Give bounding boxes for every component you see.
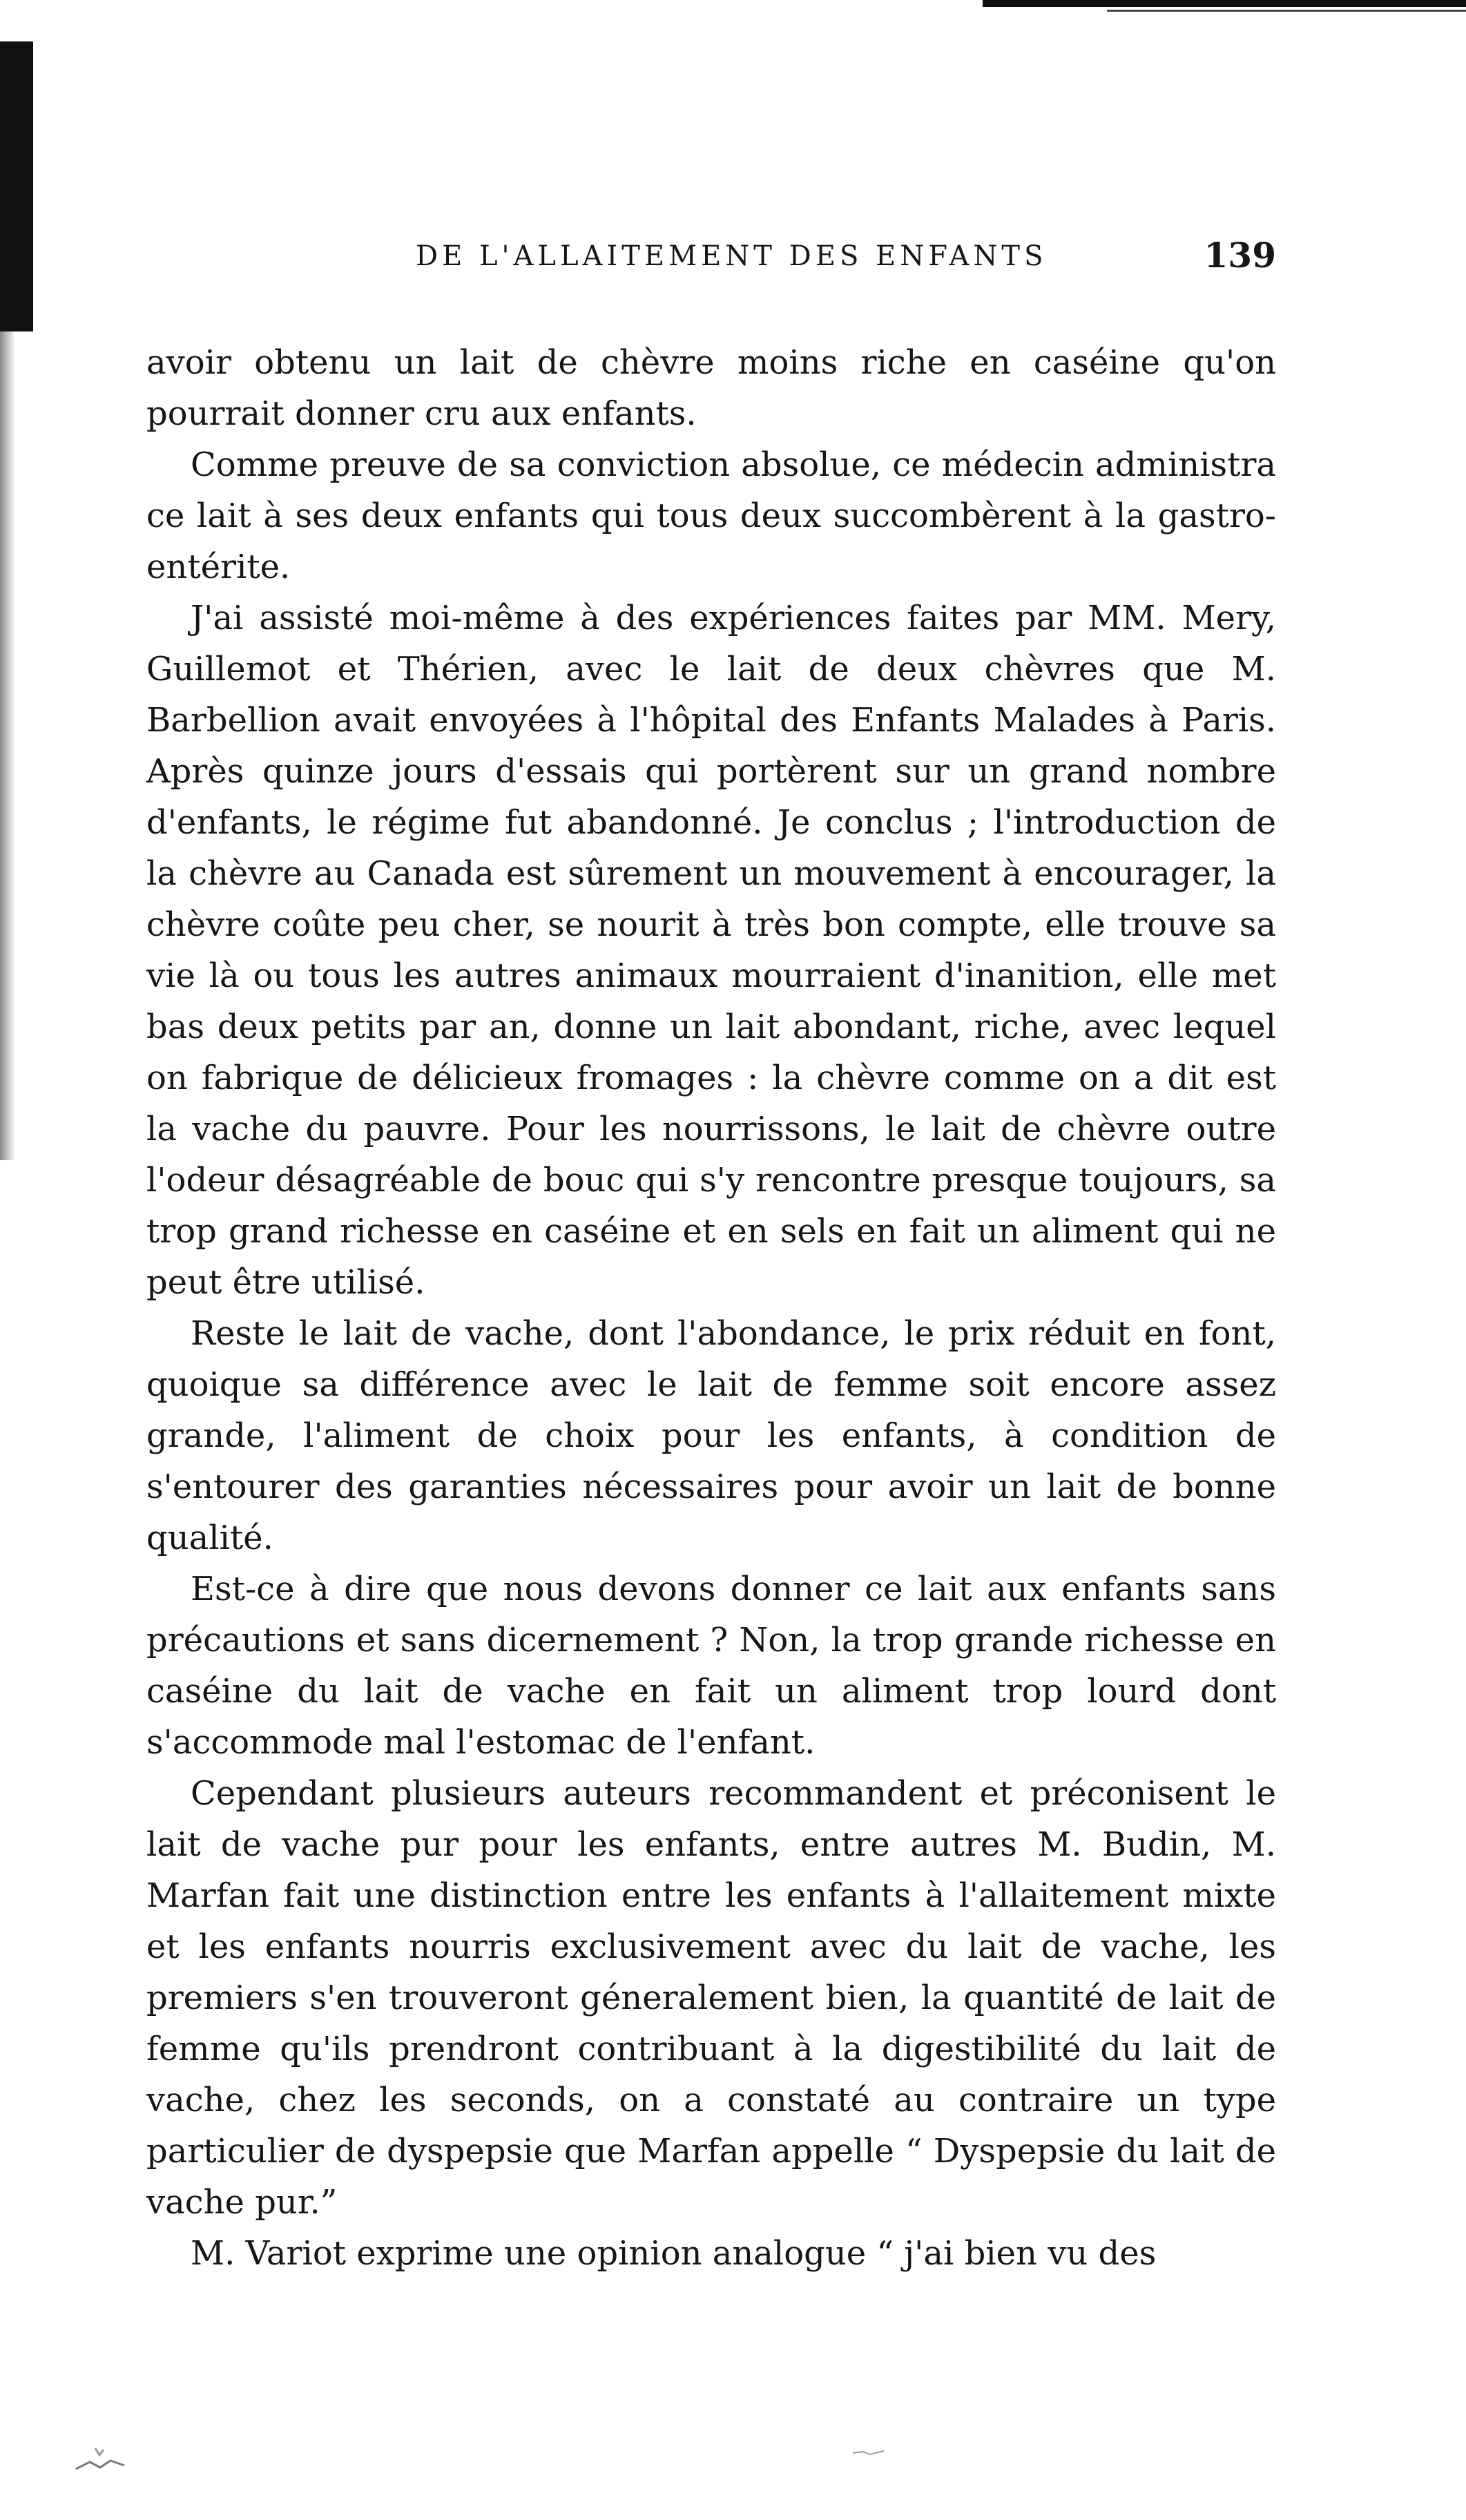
- paragraph-continued: avoir obtenu un lait de chèvre moins riche en caséine qu'on pourrait donner cru aux enfants.: [146, 343, 1276, 433]
- running-title: DE L'ALLAITEMENT DES ENFANTS: [416, 240, 1048, 272]
- paragraph: Cependant plusieurs auteurs recommandent et préconisent le lait de vache pur pour les enfants, entre autres M. Budin, M. Marfan fait une distinction entre les enfants à l'allaitement mixte et les enfants nourris exclusivement avec du lait de vache, les premiers s'en trouveront géneralement bien, la quantité de lait de femme qu'ils prendront contribuant à la digestibilité du lait de vache, chez les seconds, on a constaté au contraire un type particulier de dyspepsie que Marfan appelle “ Dyspepsie du lait de vache pur.”: [146, 1774, 1276, 2222]
- scan-top-border-line: [1107, 10, 1466, 12]
- page-number: 139: [1204, 235, 1276, 276]
- scan-binding-shadow: [0, 41, 33, 331]
- book-page: [146, 235, 1276, 2279]
- scan-speck-mark: [849, 2445, 891, 2459]
- body-text: [146, 337, 1276, 2279]
- scan-top-border: [983, 0, 1466, 7]
- paragraph: Reste le lait de vache, dont l'abondance, le prix réduit en font, quoique sa différence avec le lait de femme soit encore assez grande, l'aliment de choix pour les enfants, à condition de s'entourer des garanties nécessaires pour avoir un lait de bonne qualité.: [146, 1314, 1276, 1557]
- running-head: [146, 235, 1276, 290]
- paragraph: Comme preuve de sa conviction absolue, ce médecin administra ce lait à ses deux en‪‬fants qui tous deux succombèrent à la gastro-entérite.: [146, 445, 1276, 586]
- paragraph-truncated: M. Variot exprime une opinion analogue “ j'ai bien vu des: [191, 2234, 1157, 2273]
- scan-binding-gradient: [0, 331, 15, 1160]
- scan-smudge-mark: [69, 2441, 131, 2476]
- paragraph: J'ai assisté moi-même à des expériences faites par MM. Mery, Guillemot et Thérien, avec le lait de deux chèvres que M. Barbellion avait envoyées à l'hôpital des Enfants Malades à Paris. Après quinze jours d'essais qui portèrent sur un grand nombre d'enfants, le régime fut abandonné. Je conclus ; l'introduction de la chèvre au Canada est sûrement un mouvement à encourager, la chèvre coûte peu cher, se nourit à très bon compte, elle trouve sa vie là ou tous les autres animaux mourraient d'inanition, elle met bas deux petits par an, donne un lait abondant, riche, avec lequel on fabrique de délicieux fromages : la chèvre comme on a dit est la vache du pauvre. Pour les nourrissons, le lait de chèvre outre l'odeur désagréable de bouc qui s'y rencontre presque toujours, sa trop grand richesse en caséine et en sels en fait un aliment qui ne peut être utilisé.: [146, 599, 1276, 1302]
- paragraph: Est-ce à dire que nous devons donner ce lait aux enfants sans précautions et sans dicernement ? Non, la trop grande richesse en caséine du lait de vache en fait un aliment trop lourd dont s'accommode mal l'estomac de l'enfant.: [146, 1570, 1276, 1762]
